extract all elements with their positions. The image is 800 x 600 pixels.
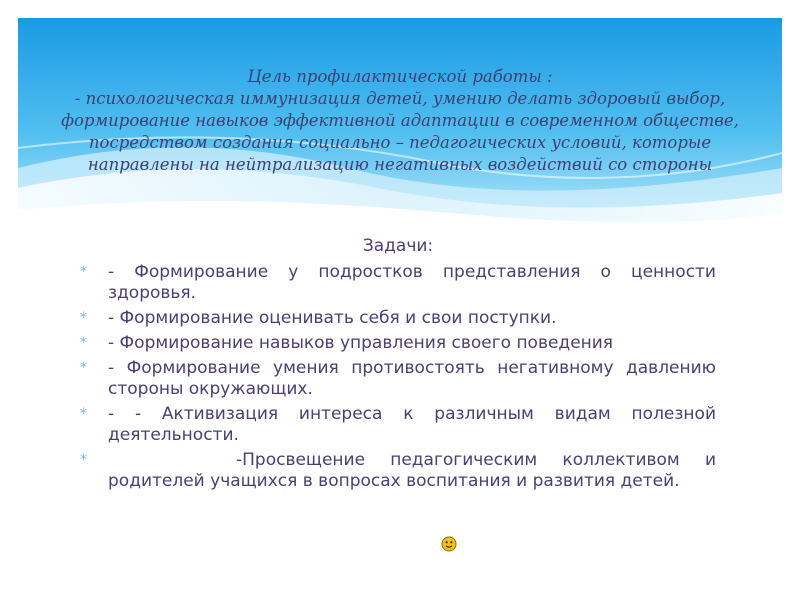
task-item — [80, 262, 716, 304]
goal-line: формирование навыков эффективной адаптации в современном обществе, — [61, 111, 739, 130]
slide — [18, 18, 782, 582]
goal-line: - психологическая иммунизация детей, умению делать здоровый выбор, — [74, 89, 726, 108]
goal-text-block — [32, 66, 768, 176]
asterisk-bullet-icon: * — [80, 452, 87, 468]
goal-line: посредством создания социально – педагогических условий, которые — [88, 133, 712, 152]
tasks-heading: Задачи: — [362, 236, 434, 256]
task-item — [80, 308, 716, 329]
asterisk-bullet-icon: * — [80, 335, 87, 351]
asterisk-bullet-icon: * — [80, 264, 87, 280]
task-text: -Просвещение педагогическим коллективом и родителей учащихся в вопросах воспитания и развития детей. — [108, 450, 716, 491]
asterisk-bullet-icon: * — [80, 310, 87, 326]
goal-line: направлены на нейтрализацию негативных воздействий со стороны — [87, 155, 713, 174]
asterisk-bullet-icon: * — [80, 406, 87, 422]
asterisk-bullet-icon: * — [80, 360, 87, 376]
goal-line: Цель профилактической работы : — [247, 67, 553, 86]
task-item — [80, 404, 716, 446]
task-text: - - Активизация интереса к различным видам полезной деятельности. — [108, 404, 716, 445]
smiley-emoji-icon — [441, 536, 457, 552]
task-item — [80, 358, 716, 400]
task-text: - Формирование навыков управления своего поведения — [108, 333, 614, 353]
task-text: - Формирование оценивать себя и свои поступки. — [108, 308, 557, 328]
task-text: - Формирование умения противостоять негативному давлению стороны окружающих. — [108, 358, 716, 399]
task-item — [80, 333, 716, 354]
task-text: - Формирование у подростков представления о ценности здоровья. — [108, 262, 716, 303]
task-item — [80, 450, 716, 492]
tasks-section — [80, 236, 716, 496]
